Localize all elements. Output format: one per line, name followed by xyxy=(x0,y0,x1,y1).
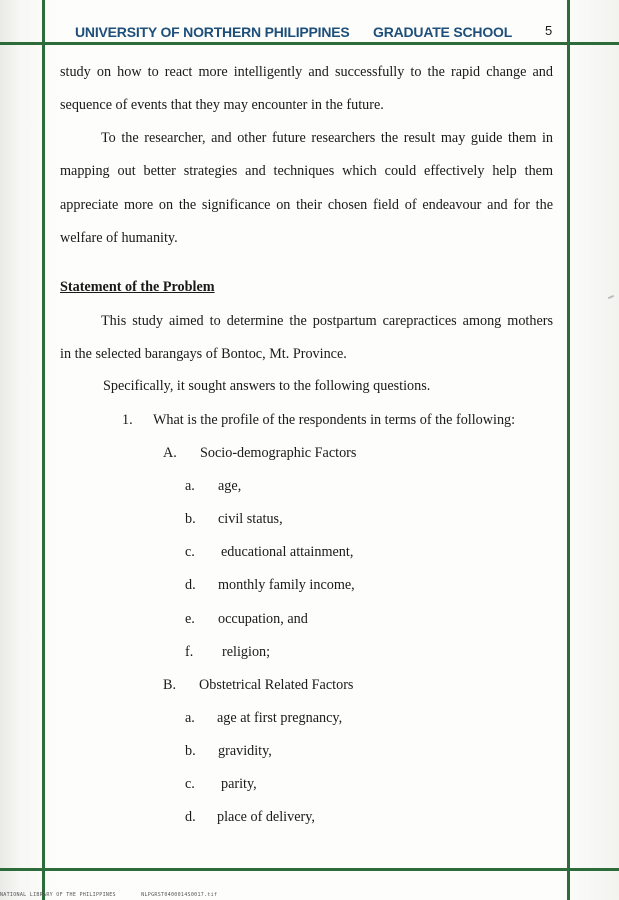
item-letter: a. xyxy=(185,478,195,494)
body-line: in the selected barangays of Bontoc, Mt. Province. xyxy=(60,346,347,362)
item-letter: c. xyxy=(185,776,195,792)
item-text: place of delivery, xyxy=(217,809,315,825)
library-stamp: NATIONAL LIBRARY OF THE PHILIPPINES xyxy=(0,892,116,898)
section-heading: Statement of the Problem xyxy=(60,279,215,295)
item-text: occupation, and xyxy=(218,611,308,627)
item-text: age, xyxy=(218,478,242,494)
item-letter: b. xyxy=(185,511,196,527)
item-letter: c. xyxy=(185,544,195,560)
group-title: Obstetrical Related Factors xyxy=(199,677,354,693)
item-text: gravidity, xyxy=(218,743,272,759)
document-id: NLPGRST0400014S0017.tif xyxy=(141,892,218,898)
item-text: educational attainment, xyxy=(221,544,354,560)
item-text: monthly family income, xyxy=(218,577,355,593)
top-border-line xyxy=(0,42,619,45)
scan-footer xyxy=(0,892,217,898)
body-line: To the researcher, and other future researchers the result may guide them in xyxy=(101,130,553,146)
school-name: GRADUATE SCHOOL xyxy=(373,24,513,40)
item-letter: d. xyxy=(185,577,196,593)
group-title: Socio-demographic Factors xyxy=(200,445,357,461)
body-line: This study aimed to determine the postpartum carepractices among mothers xyxy=(101,313,553,329)
body-line: Specifically, it sought answers to the following questions. xyxy=(103,378,431,394)
item-letter: e. xyxy=(185,611,195,627)
body-line: welfare of humanity. xyxy=(60,230,178,246)
page-number: 5 xyxy=(545,23,553,38)
body-line: study on how to react more intelligently and successfully to the rapid change and xyxy=(60,64,553,80)
body-line: sequence of events that they may encounter in the future. xyxy=(60,97,384,113)
item-text: religion; xyxy=(222,644,271,660)
group-letter: B. xyxy=(163,677,177,693)
item-text: parity, xyxy=(221,776,257,792)
body-line: mapping out better strategies and techniques which could effectively help them xyxy=(60,163,553,179)
item-letter: d. xyxy=(185,809,196,825)
right-border-line xyxy=(567,0,570,900)
group-letter: A. xyxy=(163,445,177,461)
university-name: UNIVERSITY OF NORTHERN PHILIPPINES xyxy=(75,24,350,40)
item-text: age at first pregnancy, xyxy=(217,710,343,726)
bottom-border-line xyxy=(0,868,619,871)
left-border-line xyxy=(42,0,45,900)
item-text: civil status, xyxy=(218,511,283,527)
item-letter: b. xyxy=(185,743,196,759)
page-header xyxy=(45,20,567,42)
body-line: appreciate more on the significance on their chosen field of endeavour and for the xyxy=(60,197,553,213)
question-text: What is the profile of the respondents in terms of the following: xyxy=(153,412,516,428)
item-letter: f. xyxy=(185,644,194,660)
item-letter: a. xyxy=(185,710,195,726)
question-number: 1. xyxy=(122,412,133,428)
